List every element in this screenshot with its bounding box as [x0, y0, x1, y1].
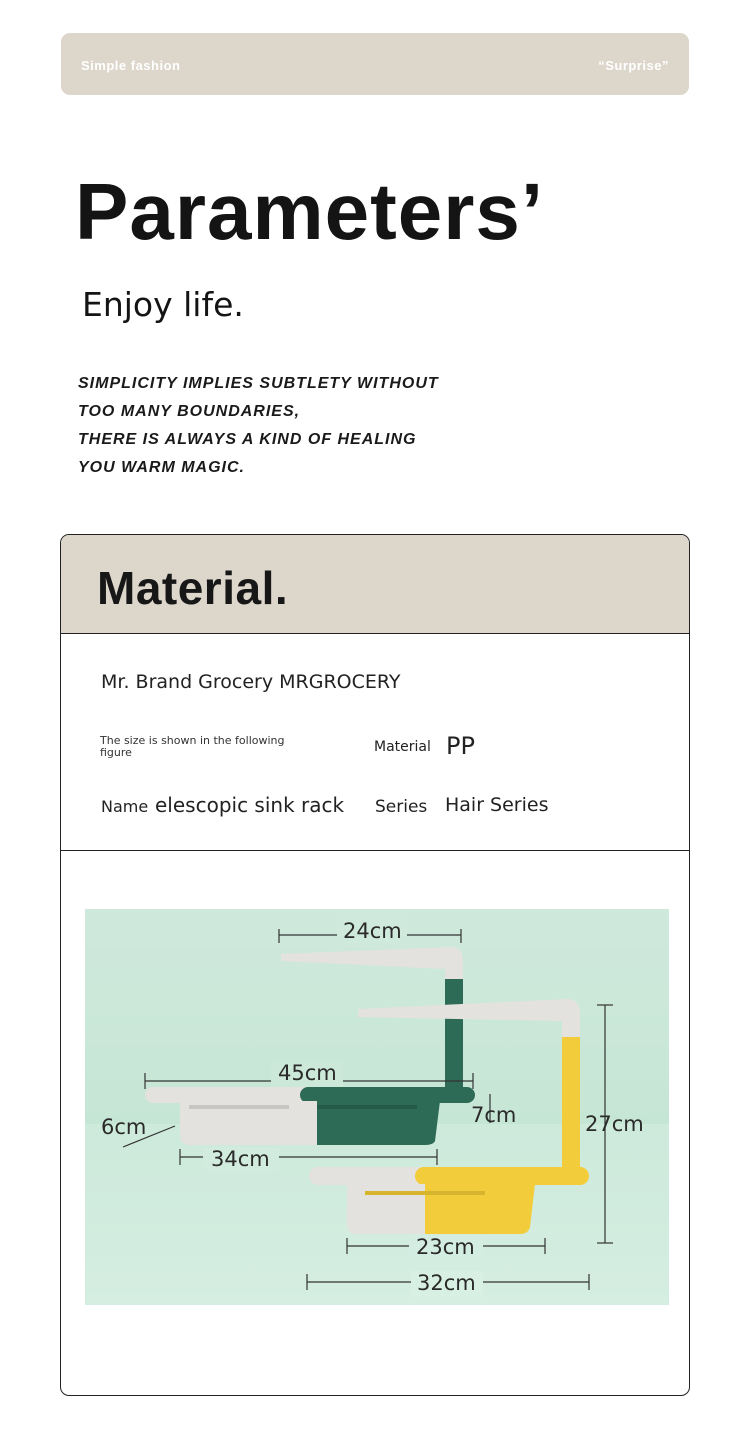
- quote-line: SIMPLICITY IMPLIES SUBTLETY WITHOUT: [78, 375, 439, 392]
- series-label: Series: [375, 797, 428, 817]
- dim-height-total: 27cm: [585, 1112, 644, 1136]
- product-dimension-photo: [85, 909, 669, 1305]
- quote-line: TOO MANY BOUNDARIES,: [78, 403, 301, 420]
- dim-base-length: 34cm: [211, 1147, 270, 1171]
- dim-rack-length: 45cm: [278, 1061, 337, 1085]
- dim-top-width: 24cm: [343, 919, 402, 943]
- dim-inner-width: 23cm: [416, 1235, 475, 1259]
- material-title: Material.: [97, 562, 289, 614]
- dim-outer-width: 32cm: [417, 1271, 476, 1295]
- name-value: elescopic sink rack: [155, 793, 345, 817]
- series-value: Hair Series: [445, 794, 549, 816]
- material-label: Material: [374, 739, 431, 755]
- name-label: Name: [101, 797, 149, 816]
- brand-text: Mr. Brand Grocery MRGROCERY: [101, 671, 401, 693]
- page-subtitle: Enjoy life.: [82, 285, 244, 324]
- dim-height-small: 7cm: [471, 1103, 517, 1127]
- quote-line: THERE IS ALWAYS A KIND OF HEALING: [78, 431, 417, 448]
- page-title: Parameters’: [75, 167, 545, 256]
- quote-block: [78, 370, 439, 482]
- material-card-header: [61, 535, 689, 634]
- banner-left-text: Simple fashion: [81, 58, 181, 73]
- material-card: [60, 534, 690, 1396]
- section-divider: [61, 850, 689, 851]
- banner-right-text: “Surprise”: [598, 58, 669, 73]
- top-banner: [61, 33, 689, 95]
- dim-depth: 6cm: [101, 1115, 147, 1139]
- size-note: The size is shown in the following figure: [100, 734, 285, 759]
- quote-line: YOU WARM MAGIC.: [78, 459, 245, 476]
- material-value: PP: [446, 732, 475, 760]
